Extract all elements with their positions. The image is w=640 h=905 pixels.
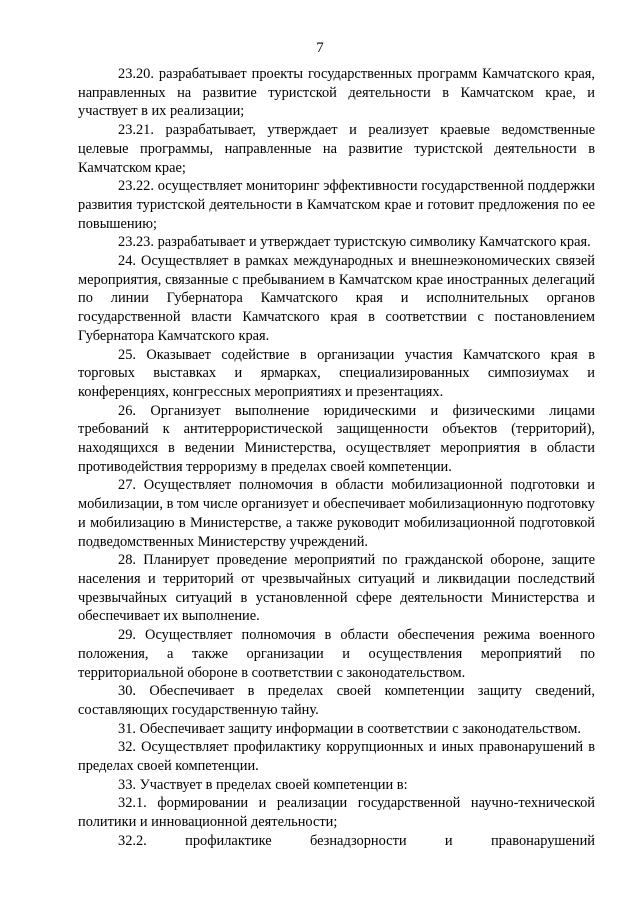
paragraph-33: 33. Участвует в пределах своей компетенции в: bbox=[118, 776, 408, 793]
paragraph-28: 28. Планирует проведение мероприятий по гражданской обороне, защите населения и территорий от чрезвычайных ситуаций и ликвидации последствий чрезвычайных ситуаций в установленной сфере деятельности Министерства и обеспечивает их выполнение. bbox=[78, 552, 595, 625]
paragraph-24: 24. Осуществляет в рамках международных и внешнеэкономических связей мероприятия, связанные с пребыванием в Камчатском крае иностранных делегаций по линии Губернатора Камчатского края и исполнительных органов государственной власти Камчатского края в соответствии с постановлением Губернатора Камчатского края. bbox=[78, 253, 595, 344]
paragraph-31: 31. Обеспечивает защиту информации в соответствии с законодательством. bbox=[118, 720, 581, 737]
paragraph-32: 32. Осуществляет профилактику коррупционных и иных правонарушений в пределах своей компетенции. bbox=[78, 739, 595, 775]
paragraph-27: 27. Осуществляет полномочия в области мобилизационной подготовки и мобилизации, в том числе организует и обеспечивает мобилизационную подготовку и мобилизацию в Министерстве, а также руководит мобилизационной подготовкой подведомственных Министерству учреждений. bbox=[78, 477, 595, 550]
paragraph-23-23: 23.23. разрабатывает и утверждает туристскую символику Камчатского края. bbox=[118, 234, 591, 251]
body-text bbox=[78, 65, 595, 851]
paragraph-23-22: 23.22. осуществляет мониторинг эффективности государственной поддержки развития туристской деятельности в Камчатском крае и готовит предложения по ее повышению; bbox=[78, 178, 595, 232]
paragraph-26: 26. Организует выполнение юридическими и физическими лицами требований к антитеррористической защищенности объектов (территорий), находящихся в ведении Министерства, осуществляет мероприятия в области противодействия терроризму в пределах своей компетенции. bbox=[78, 402, 595, 475]
paragraph-25: 25. Оказывает содействие в организации участия Камчатского края в торговых выставках и ярмарках, специализированных симпозиумах и конференциях, конгрессных мероприятиях и презентациях. bbox=[78, 346, 595, 400]
paragraph-29: 29. Осуществляет полномочия в области обеспечения режима военного положения, а также организации и осуществления мероприятий по территориальной обороне в соответствии с законодательством. bbox=[78, 627, 595, 681]
paragraph-23-21: 23.21. разрабатывает, утверждает и реализует краевые ведомственные целевые программы, направленные на развитие туристской деятельности в Камчатском крае; bbox=[78, 122, 595, 176]
paragraph-23-20: 23.20. разрабатывает проекты государственных программ Камчатского края, направленных на развитие туристской деятельности в Камчатском крае, и участвует в их реализации; bbox=[78, 66, 595, 120]
page-number: 7 bbox=[316, 40, 324, 56]
paragraph-30: 30. Обеспечивает в пределах своей компетенции защиту сведений, составляющих государственную тайну. bbox=[78, 683, 595, 718]
paragraph-32-1: 32.1. формировании и реализации государственной научно-технической политики и инновационной деятельности; bbox=[78, 795, 595, 831]
paragraph-32-2: 32.2. профилактике безнадзорности и правонарушений bbox=[118, 832, 595, 849]
